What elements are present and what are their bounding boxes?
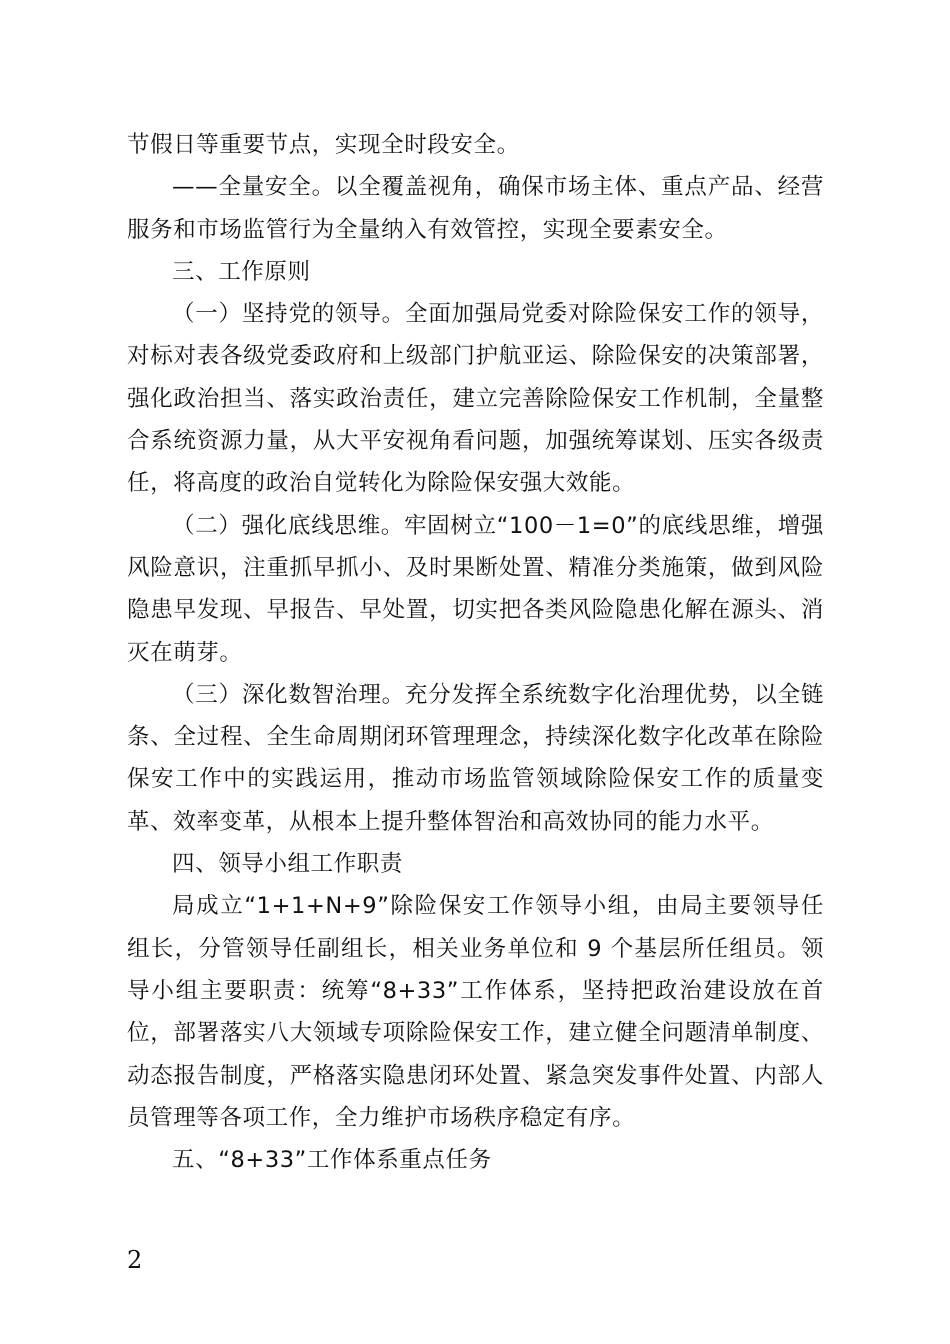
- section-heading-tasks: 五、“8+33”工作体系重点任务: [172, 1147, 492, 1174]
- paragraph-leading-group: 局成立“1+1+N+9”除险保安工作领导小组，由局主要领导任组长，分管领导任副组长，相关业务单位和 9 个基层所任组员。领导小组主要职责：统筹“8+33”工作体系，坚持把政治建设放在首位，部署落实八大领域专项除险保安工作，建立健全问题清单制度、动态报告制度，严格落实隐患闭环处置、紧急突发事件处置、内部人员管理等各项工作，全力维护市场秩序稳定有序。: [127, 893, 824, 1131]
- paragraph-principle-3: （三）深化数智治理。充分发挥全系统数字化治理优势，以全链条、全过程、全生命周期闭环管理理念，持续深化数字化改革在除险保安工作中的实践运用，推动市场监管领域除险保安工作的质量变革、效率变革，从根本上提升整体智治和高效协同的能力水平。: [127, 681, 824, 835]
- page-number: 2: [127, 1246, 143, 1274]
- paragraph-full-safety: ——全量安全。以全覆盖视角，确保市场主体、重点产品、经营服务和市场监管行为全量纳入有效管控，实现全要素安全。: [127, 174, 824, 243]
- paragraph-continuation: 节假日等重要节点，实现全时段安全。: [127, 132, 520, 158]
- paragraph-principle-1: （一）坚持党的领导。全面加强局党委对除险保安工作的领导，对标对表各级党委政府和上级部门护航亚运、除险保安的决策部署，强化政治担当、落实政治责任，建立完善除险保安工作机制，全量整合系统资源力量，从大平安视角看问题，加强统筹谋划、压实各级责任，将高度的政治自觉转化为除险保安强大效能。: [127, 301, 824, 497]
- section-heading-principles: 三、工作原则: [172, 258, 311, 285]
- section-heading-duties: 四、领导小组工作职责: [172, 851, 404, 878]
- document-body: [127, 124, 824, 1181]
- paragraph-principle-2: （二）强化底线思维。牢固树立“100－1=0”的底线思维，增强风险意识，注重抓早抓小、及时果断处置、精准分类施策，做到风险隐患早发现、早报告、早处置，切实把各类风险隐患化解在源头、消灭在萌芽。: [127, 512, 824, 666]
